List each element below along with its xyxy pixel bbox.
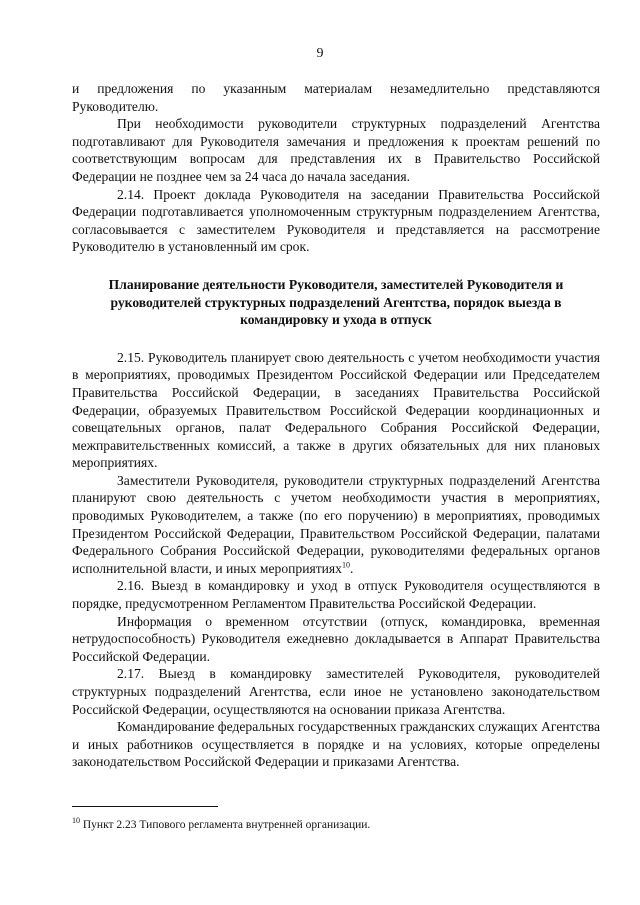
paragraph-deputies-planning [72,472,600,578]
footnote-reference: 10 [341,560,350,570]
paragraph-continuation: и предложения по указанным материалам незамедлительно представляются Руководителю. [72,81,600,114]
paragraph-absence-info: Информация о временном отсутствии (отпуск, командировка, временная нетрудоспособность) Руководителя ежедневно докладывается в Аппарат Правительства Российской Федерации. [72,613,600,664]
paragraph-deputies-end: . [349,560,354,576]
paragraph-deputies-text: Заместители Руководителя, руководители структурных подразделений Агентства планируют свою деятельность с учетом необходимости участия в мероприятиях, проводимых Руководителем, а также (по его поручению) в мероприятиях, проводимых Президентом Российской Федерации, Правительством Российской Федерации, палатами Федерального Собрания Российской Федерации, руководителями федеральных органов исполнительной власти, и иных мероприятиях [72,472,600,576]
footnote-number: 10 [72,816,80,826]
footnote [72,818,600,832]
paragraph-secondment: Командирование федеральных государственных гражданских служащих Агентства и иных работников осуществляется в порядке и на условиях, которые определены законодательством Российской Федерации и приказами Агентства. [72,719,600,770]
paragraph-2-15: 2.15. Руководитель планирует свою деятельность с учетом необходимости участия в мероприятиях, проводимых Президентом Российской Федерации или Председателем Правительства Российской Федерации, в заседаниях Правительства Российской Федерации, образуемых Правительством Российской Федерации координационных и совещательных органов, палат Федерального Собрания Российской Федерации, межправительственных комиссий, а также в других обязательных для них плановых мероприятиях. [72,349,600,471]
paragraph-2-16: 2.16. Выезд в командировку и уход в отпуск Руководителя осуществляются в порядке, предусмотренном Регламентом Правительства Российской Федерации. [72,578,600,612]
page-number: 9 [316,46,324,61]
paragraph-proposals: При необходимости руководители структурных подразделений Агентства подготавливают для Руководителя замечания и предложения к проектам решений по соответствующим вопросам для представления их в Правительство Российской Федерации не позднее чем за 24 часа до начала заседания. [72,116,600,184]
section-heading: Планирование деятельности Руководителя, заместителей Руководителя и руководителей структурных подразделений Агентства, порядок выезда в командировку и ухода в отпуск [108,276,564,328]
paragraph-2-17: 2.17. Выезд в командировку заместителей Руководителя, руководителей структурных подразделений Агентства, если иное не установлено законодательством Российской Федерации, осуществляются на основании приказа Агентства. [72,666,600,717]
paragraph-2-14: 2.14. Проект доклада Руководителя на заседании Правительства Российской Федерации подготавливается уполномоченным структурным подразделением Агентства, согласовывается с заместителем Руководителя и представляется на рассмотрение Руководителю в установленный им срок. [72,186,600,255]
footnote-text: Пункт 2.23 Типового регламента внутренней организации. [80,819,371,831]
document-body [72,80,600,771]
footnote-divider [72,806,218,807]
